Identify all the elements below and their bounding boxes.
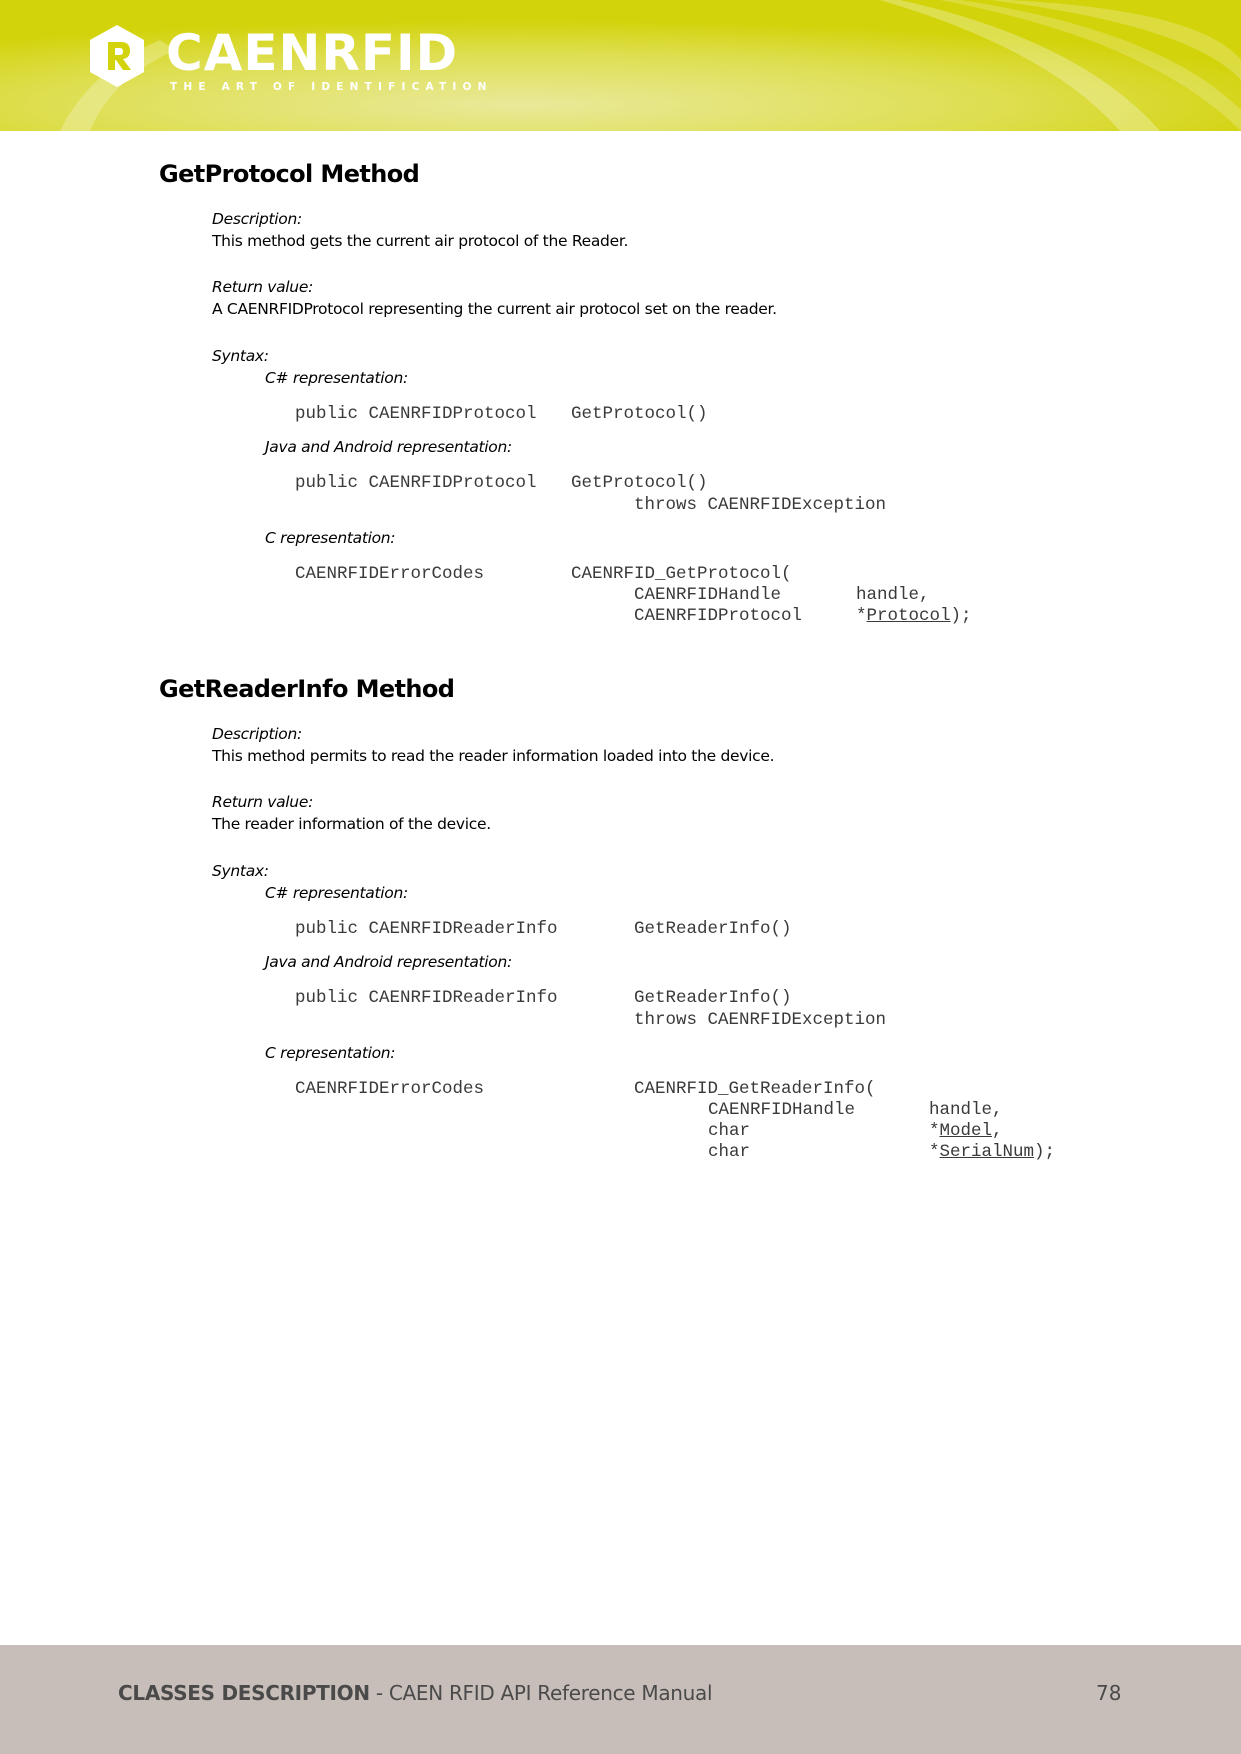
code-token [929,1121,1003,1141]
code-token: GetProtocol() [571,404,708,424]
code-token [929,1142,1055,1162]
param-protocol: Protocol [866,606,951,626]
param-model: Model [939,1121,993,1141]
code-token: throws CAENRFIDException [634,1010,887,1030]
return-text: A CAENRFIDProtocol representing the current air protocol set on the reader. [212,300,777,318]
code-token: CAENRFIDHandle [708,1100,856,1120]
code-token: handle, [856,585,930,605]
code-token: public CAENRFIDProtocol [295,404,537,424]
page-number: 78 [1096,1681,1122,1705]
section-title: GetProtocol Method [159,160,420,188]
code-punctuation: ); [1034,1142,1056,1162]
code-token: char [708,1142,751,1162]
code-punctuation: , [992,1121,1003,1141]
code-token: CAENRFIDErrorCodes [295,1079,485,1099]
syntax-label: Syntax: [212,347,269,365]
pointer-symbol: * [856,606,867,626]
code-punctuation: ); [950,606,972,626]
code-token: CAENRFIDHandle [634,585,782,605]
code-token: CAENRFID_GetProtocol( [571,564,792,584]
logo-tagline: THE ART OF IDENTIFICATION [170,81,493,93]
code-token: CAENRFID_GetReaderInfo( [634,1079,876,1099]
pointer-symbol: * [929,1142,940,1162]
return-label: Return value: [212,278,313,296]
return-text: The reader information of the device. [212,815,491,833]
csharp-label: C# representation: [265,369,408,387]
return-label: Return value: [212,793,313,811]
logo-wordmark: CAENRFID [166,24,459,82]
description-text: This method permits to read the reader information loaded into the device. [212,747,775,765]
code-token: GetProtocol() [571,473,708,493]
code-token [856,606,972,626]
code-token: public CAENRFIDReaderInfo [295,988,558,1008]
java-label: Java and Android representation: [265,953,512,971]
c-label: C representation: [265,529,396,547]
param-serialnum: SerialNum [939,1142,1035,1162]
c-label: C representation: [265,1044,396,1062]
footer-section-name: CLASSES DESCRIPTION [118,1681,370,1705]
logo-hexagon-icon [88,24,146,88]
java-label: Java and Android representation: [265,438,512,456]
description-text: This method gets the current air protocol of the Reader. [212,232,629,250]
code-token: GetReaderInfo() [634,919,792,939]
code-token: CAENRFIDErrorCodes [295,564,485,584]
code-token: char [708,1121,751,1141]
code-token: GetReaderInfo() [634,988,792,1008]
pointer-symbol: * [929,1121,940,1141]
csharp-label: C# representation: [265,884,408,902]
code-token: public CAENRFIDReaderInfo [295,919,558,939]
code-token: CAENRFIDProtocol [634,606,803,626]
description-label: Description: [212,210,302,228]
syntax-label: Syntax: [212,862,269,880]
code-token: throws CAENRFIDException [634,495,887,515]
footer-manual-name: - CAEN RFID API Reference Manual [369,1681,713,1705]
description-label: Description: [212,725,302,743]
code-token: public CAENRFIDProtocol [295,473,537,493]
page-header [0,0,1241,131]
code-token: handle, [929,1100,1003,1120]
section-title: GetReaderInfo Method [159,675,455,703]
footer-title [118,1681,712,1705]
